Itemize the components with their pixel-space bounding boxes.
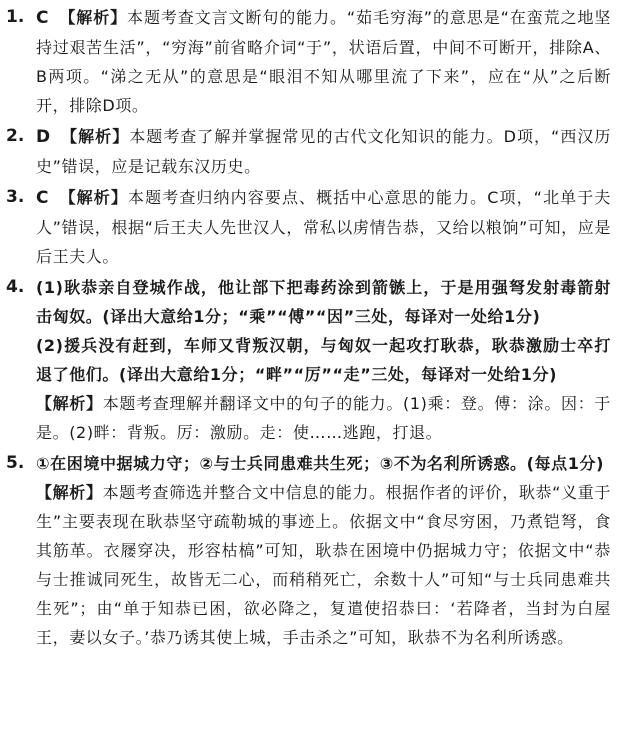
analysis-tag: 【解析】: [36, 483, 103, 502]
item-number: 5.: [6, 453, 25, 473]
analysis-text: 本题考查归纳内容要点、概括中心意思的能力。C项，“北单于夫人”错误，根据“后王夫人先世汉人，常私以虏情告恭，又给以粮饷”可知，应是后王夫人。: [36, 188, 611, 266]
analysis-tag: 【解析】: [60, 127, 130, 146]
analysis-text: 本题考查筛选并整合文中信息的能力。根据作者的评价，耿恭“义重于生”主要表现在耿恭坚守疏勒城的事迹上。依据文中“食尽穷困，乃煮铠弩，食其筋革。衣屦穿决，形容枯槁”可知，耿恭在困境中仍据城力守；依据文中“恭与士推诚同死生，故皆无二心，而稍稍死亡，余数十人”可知“与士兵同患难共生死”；由“单于知恭已困，欲必降之，复遣使招恭曰：‘若降者，当封为白屋王，妻以女子。’恭乃诱其使上城，手击杀之”可知，耿恭不为名利所诱惑。: [36, 483, 612, 647]
item-number: 4.: [6, 277, 25, 297]
analysis-tag: 【解析】: [36, 394, 103, 413]
translation-1: (1)耿恭亲自登城作战，他让部下把毒药涂到箭镞上，于是用强弩发射毒箭射击匈奴。(译出大意给1分；“乘”“傅”“因”三处，每译对一处给1分): [36, 278, 611, 326]
answer-letter: C: [36, 188, 50, 208]
analysis-text: 本题考查文言文断句的能力。“茹毛穷海”的意思是“在蛮荒之地坚持过艰苦生活”，“穷海”前省略介词“于”，状语后置，中间不可断开，排除A、B两项。“涕之无从”的意思是“眼泪不知从哪里流了下来”，应在“从”之后断开，排除D项。: [36, 8, 611, 115]
item-analysis: [36, 389, 611, 447]
item-number: 3.: [6, 187, 25, 207]
analysis-text: 本题考查理解并翻译文中的句子的能力。(1)乘：登。傅：涂。因：于是。(2)畔：背叛。厉：激励。走：使……逃跑，打退。: [36, 394, 611, 442]
analysis-text: 本题考查了解并掌握常见的古代文化知识的能力。D项，“西汉历史”错误，应是记载东汉历史。: [36, 127, 611, 176]
item-body: [36, 122, 611, 181]
item-body: [36, 183, 611, 271]
item-5: [6, 449, 611, 652]
item-analysis: [36, 478, 611, 652]
item-1: [6, 3, 611, 120]
analysis-tag: 【解析】: [59, 8, 128, 27]
item-3: [6, 183, 611, 271]
item-body: [36, 3, 611, 120]
analysis-tag: 【解析】: [59, 188, 128, 207]
item-number: 2.: [6, 126, 25, 146]
item-2: [6, 122, 611, 181]
answer-letter: C: [36, 8, 50, 28]
item-number: 1.: [6, 7, 25, 27]
answer-letter: D: [36, 127, 51, 147]
item-4: [6, 273, 611, 447]
translation-2: (2)援兵没有赶到，车师又背叛汉朝，与匈奴一起攻打耿恭，耿恭激励士卒打退了他们。(译出大意给1分；“畔”“厉”“走”三处，每译对一处给1分): [36, 336, 611, 384]
answer-points: ①在困境中据城力守；②与士兵同患难共生死；③不为名利所诱惑。(每点1分): [36, 454, 604, 473]
